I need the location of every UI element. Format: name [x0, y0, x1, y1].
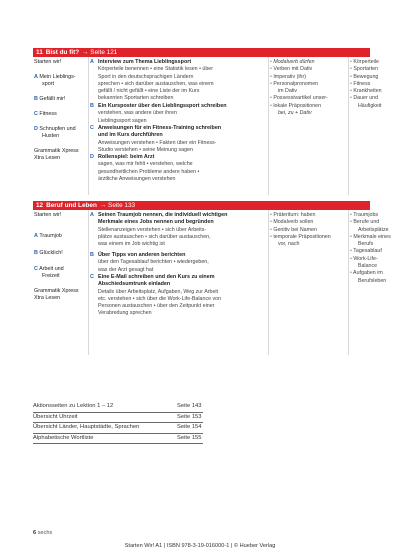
page-number: 6 sechs: [33, 530, 53, 536]
lesson-number: 11: [36, 49, 43, 56]
lesson-11-columns: [33, 57, 382, 195]
topic-item: C Arbeit und: [34, 266, 64, 272]
column-divider: [268, 210, 269, 355]
vocab-item: Arbeitsplätze: [357, 226, 389, 233]
grammar-item: • Personalpronomen: [270, 81, 328, 88]
grammar-item: • temporale Präpositionen: [270, 234, 331, 241]
topic-item: sport: [42, 81, 54, 87]
vocab-item: Balance: [357, 263, 378, 270]
topic-item: B Gefällt mir!: [34, 96, 66, 102]
vocabulary-list: [350, 212, 391, 285]
lesson-12-header: [33, 201, 370, 210]
appendix-row[interactable]: [33, 423, 203, 434]
vocab-item: • Berufe und: [350, 219, 391, 226]
column-divider: [348, 210, 349, 355]
appendix-page: Seite 154: [177, 424, 202, 430]
topic-item: A Traumjob: [34, 233, 62, 239]
lesson-11-section: [33, 48, 382, 195]
grammar-list: [270, 59, 328, 117]
activity-block: A Interview zum Thema Lieblingssport Körperteile benennen • eine Statistik lesen • über Sport in den deutschsprachigen Ländern sprechen • sich darüber austauschen, was einem gefällt / nicht gefällt • eine Liste der im Kurs bekannten Sportarten schreiben: [90, 59, 214, 102]
vocab-item: • Merkmale eines: [350, 234, 391, 241]
activity-block: A Seinen Traumjob nennen, die individuell wichtigen Merkmale eines Jobs nennen und begründen Stellenanzeigen verstehen • sich über Arbeits- plätze austauschen • sich darüber austauschen, was einem im Job wichtig ist: [90, 212, 228, 248]
vocab-item: • Traumjobs: [350, 212, 391, 219]
column-divider: [88, 57, 89, 195]
grammar-item: • Präteritum: haben: [270, 212, 331, 219]
imprint: Starten Wir! A1 | ISBN 978-3-19-016000-1 | © Hueber Verlag: [124, 543, 276, 549]
lesson-number: 12: [36, 202, 44, 209]
vocab-item: • Körperteile: [350, 59, 383, 66]
grammar-list: [270, 212, 331, 248]
column-divider: [348, 57, 349, 195]
vocab-item: • Work-Life-: [350, 256, 391, 263]
vocab-item: Berufs: [357, 241, 374, 248]
topic-item: Starten wir!: [34, 59, 62, 65]
appendix-page: Seite 155: [177, 434, 202, 441]
lesson-11-header: [33, 48, 370, 57]
page-reference: → Seite 133: [99, 202, 136, 209]
grammar-item: vor, nach: [277, 241, 300, 248]
appendix-page: Seite 153: [177, 413, 202, 420]
activity-block: B Über Tipps von anderen berichten über den Tagesablauf berichten • wiedergeben, was der Arzt gesagt hat: [90, 252, 209, 273]
topic-item: Husten: [42, 133, 60, 139]
activity-block: B Ein Kursposter über den Lieblingssport schreiben verstehen, was andere über ihren Lieblingssport sagen: [90, 103, 227, 124]
appendix-row[interactable]: [33, 413, 203, 424]
appendix-page: Seite 143: [177, 403, 202, 409]
grammar-item: • Modalverb dürfen: [270, 59, 328, 66]
page-reference: → Seite 121: [82, 49, 118, 56]
appendix-label: Übersicht Uhrzeit: [33, 413, 78, 420]
column-divider: [88, 210, 89, 355]
grammar-item: im Dativ: [277, 88, 298, 95]
lesson-12-section: [33, 201, 391, 355]
topic-item: Xtra Lesen: [34, 155, 61, 161]
vocab-item: • Dauer und: [350, 95, 383, 102]
appendix-label: Alphabetische Wortliste: [33, 434, 94, 441]
topic-item: A Mein Lieblings-: [34, 74, 76, 80]
topic-item: Xtra Lesen: [34, 295, 61, 301]
topic-item: B Glücklich!: [34, 250, 63, 256]
grammar-item: • Verben mit Dativ: [270, 66, 328, 73]
vocab-item: Berufsleben: [357, 277, 387, 284]
vocab-item: • Tagesablauf: [350, 248, 391, 255]
topic-item: Grammatik Xpress: [34, 288, 79, 294]
grammar-item: • Genitiv bei Namen: [270, 227, 331, 234]
topic-item: C Fitness: [34, 111, 57, 117]
vocab-item: • Fitness: [350, 81, 383, 88]
appendix-label: Übersicht Länder, Hauptstädte, Sprachen: [33, 424, 140, 430]
grammar-item: • Modalverb sollen: [270, 219, 331, 226]
topic-item: Freizeit: [42, 273, 60, 279]
column-divider: [268, 57, 269, 195]
grammar-item: • lokale Präpositionen: [270, 103, 328, 110]
appendix-label: Aktionsseiten zu Lektion 1 – 12: [33, 403, 114, 409]
topic-item: Starten wir!: [34, 212, 62, 218]
lesson-title: Bist du fit?: [45, 49, 80, 56]
appendix-row[interactable]: [33, 434, 203, 445]
grammar-item: bei, zu + Dativ: [277, 110, 312, 117]
lesson-title: Beruf und Leben: [46, 202, 97, 209]
topic-item: D Schnupfen und: [34, 126, 76, 132]
grammar-item: • Imperativ (ihr): [270, 74, 328, 81]
appendix-row[interactable]: [33, 402, 203, 413]
vocab-item: • Bewegung: [350, 74, 383, 81]
vocab-item: • Sportarten: [350, 66, 383, 73]
vocabulary-list: [350, 59, 383, 110]
vocab-item: Häufigkeit: [357, 102, 382, 109]
activity-block: C Anweisungen für ein Fitness-Training schreiben und im Kurs durchführen Anweisungen verstehen • Fakten über ein Fitness- Studio verstehen • seine Meinung sagen: [90, 125, 222, 153]
vocab-item: • Krankheiten: [350, 88, 383, 95]
vocab-item: • Aufgaben im: [350, 270, 391, 277]
activity-block: C Eine E-Mail schreiben und den Kurs zu einem Abschiedsumtrunk einladen Details über Arbeitsplatz, Aufgaben, Weg zur Arbeit etc. verstehen • sich über die Work-Life-Balance von Personen austauschen • über den Zeitpunkt einer Verabredung sprechen: [90, 274, 222, 317]
topic-item: Grammatik Xpress: [34, 148, 79, 154]
activity-block: D Rollenspiel: beim Arzt sagen, was mir fehlt • verstehen, welche gesundheitlichen Probleme andere haben • ärztliche Anweisungen verstehen: [90, 154, 200, 182]
appendix-index: [33, 402, 203, 444]
grammar-item: • Possessivartikel unser-: [270, 95, 328, 102]
lesson-12-columns: [33, 210, 391, 355]
